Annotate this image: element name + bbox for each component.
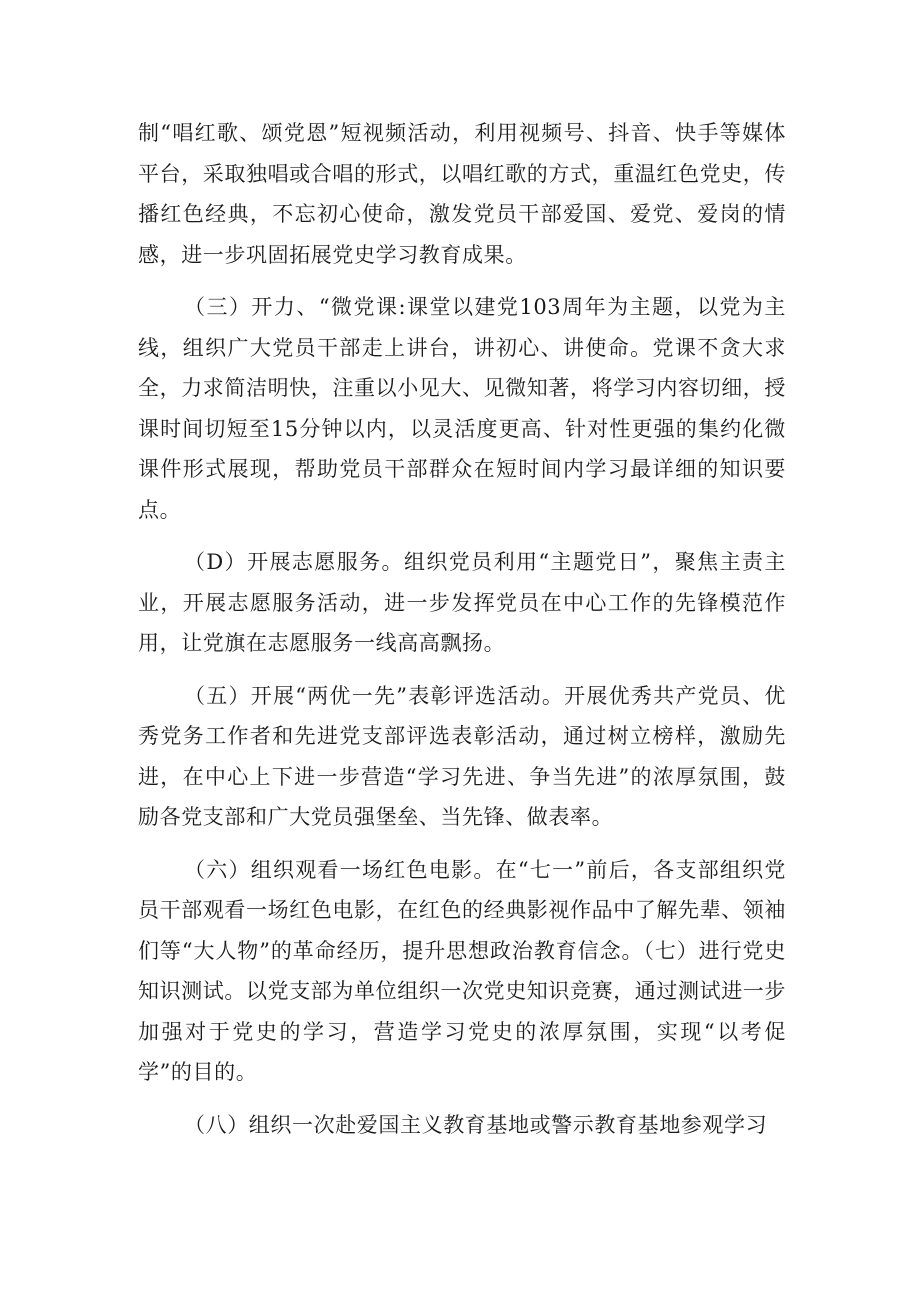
paragraph-4: （五）开展“两优一先”表彰评选活动。开展优秀共产党员、优秀党务工作者和先进党支部评选表彰活动，通过树立榜样，激励先进，在中心上下进一步营造“学习先进、争当先进”的浓厚氛围，鼓励各党支部和广大党员强堡垒、当先锋、做表率。 <box>138 683 786 829</box>
paragraph-5: （六）组织观看一场红色电影。在“七一”前后，各支部组织党员干部观看一场红色电影，在红色的经典影视作品中了解先辈、领袖们等“大人物”的革命经历，提升思想政治教育信念。（七）进行党史知识测试。以党支部为单位组织一次党史知识竞赛，通过测试进一步加强对于党史的学习，营造学习党史的浓厚氛围，实现“以考促学”的目的。 <box>138 857 786 1084</box>
paragraph-3: （D）开展志愿服务。组织党员利用“主题党日”，聚焦主责主业，开展志愿服务活动，进一步发挥党员在中心工作的先锋模范作用，让党旗在志愿服务一线高高飘扬。 <box>138 550 786 655</box>
paragraph-1: 制“唱红歌、颂党恩”短视频活动，利用视频号、抖音、快手等媒体平台，采取独唱或合唱的形式，以唱红歌的方式，重温红色党史，传播红色经典，不忘初心使命，激发党员干部爱国、爱党、爱岗的情感，进一步巩固拓展党史学习教育成果。 <box>138 121 786 267</box>
paragraph-2: （三）开力、“微党课:课堂以建党103周年为主题，以党为主线，组织广大党员干部走上讲台，讲初心、讲使命。党课不贪大求全，力求简洁明快，注重以小见大、见微知著，将学习内容切细，授课时间切短至15分钟以内，以灵活度更高、针对性更强的集约化微课件形式展现，帮助党员干部群众在短时间内学习最详细的知识要点。 <box>138 295 786 522</box>
document-body <box>138 113 786 1157</box>
paragraph-6: （八）组织一次赴爱国主义教育基地或警示教育基地参观学习 <box>184 1112 768 1137</box>
